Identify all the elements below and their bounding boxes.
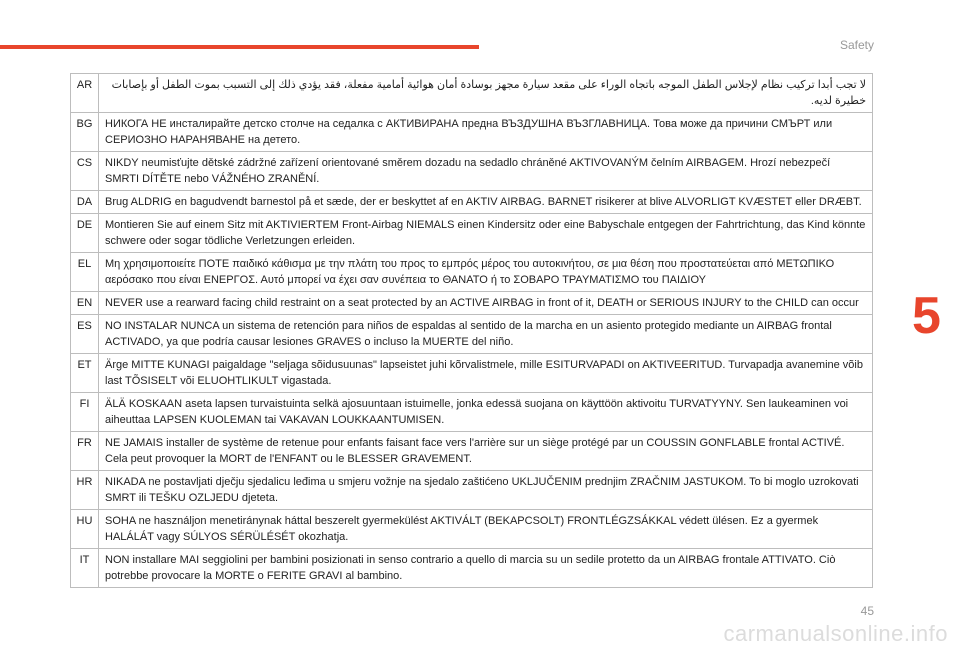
warning-row-cs bbox=[71, 152, 873, 191]
section-title: Safety bbox=[839, 38, 874, 52]
warning-text: NIKADA ne postavljati dječju sjedalicu leđima u smjeru vožnje na sjedalo zaštićeno UKLJUČENIM prednjim ZRAČNIM JASTUKOM. To bi moglo uzrokovati SMRT ili TEŠKU OZLJEDU djeteta. bbox=[99, 471, 873, 510]
warning-text: NEVER use a rearward facing child restraint on a seat protected by an ACTIVE AIRBAG in front of it, DEATH or SERIOUS INJURY to the CHILD can occur bbox=[99, 292, 873, 315]
warning-text: НИКОГА НЕ инсталирайте детско столче на седалка с АКТИВИРАНА предна ВЪЗДУШНА ВЪЗГЛАВНИЦА. Това може да причини СМЪРТ или СЕРИОЗНО НАРАНЯВАНЕ на детето. bbox=[99, 113, 873, 152]
chapter-tab bbox=[893, 280, 960, 352]
warning-text: Μη χρησιμοποιείτε ΠΟΤΕ παιδικό κάθισμα με την πλάτη του προς το εμπρός μέρος του αυτοκινήτου, σε μια θέση που προστατεύεται από ΜΕΤΩΠΙΚΟ αερόσακο που είναι ΕΝΕΡΓΟΣ. Αυτό μπορεί να έχει σαν συνέπεια το ΘΑΝΑΤΟ ή το ΣΟΒΑΡΟ ΤΡΑΥΜΑΤΙΣΜΟ του ΠΑΙΔΙΟΥ bbox=[99, 253, 873, 292]
warning-row-fi bbox=[71, 393, 873, 432]
warning-text: NIKDY neumisťujte dětské zádržné zařízení orientované směrem dozadu na sedadlo chráněné AKTIVOVANÝM čelním AIRBAGEM. Hrozí nebezpečí SMRTI DÍTĚTE nebo VÁŽNÉHO ZRANĚNÍ. bbox=[99, 152, 873, 191]
warning-row-et bbox=[71, 354, 873, 393]
warning-text: ÄLÄ KOSKAAN aseta lapsen turvaistuinta selkä ajosuuntaan istuimelle, jonka edessä suojana on käyttöön aktivoitu TURVATYYNY. Sen laukeaminen voi aiheuttaa LAPSEN KUOLEMAN tai VAKAVAN LOUKKAANTUMISEN. bbox=[99, 393, 873, 432]
language-code: CS bbox=[71, 152, 99, 191]
warning-text: لا تجب أبدا تركيب نظام لإجلاس الطفل الموجه باتجاه الوراء على مقعد سيارة مجهز بوسادة أمان هوائية أمامية مفعلة، فقد يؤدي ذلك إلى التسبب بموت الطفل أو بإصابات خطيرة لديه. bbox=[99, 74, 873, 113]
language-code: EN bbox=[71, 292, 99, 315]
warning-row-el bbox=[71, 253, 873, 292]
warning-text: Brug ALDRIG en bagudvendt barnestol på et sæde, der er beskyttet af en AKTIV AIRBAG. BARNET risikerer at blive ALVORLIGT KVÆSTET eller DRÆBT. bbox=[99, 191, 873, 214]
warning-text: NO INSTALAR NUNCA un sistema de retención para niños de espaldas al sentido de la marcha en un asiento protegido mediante un AIRBAG frontal ACTIVADO, ya que podría causar lesiones GRAVES o incluso la MUERTE del niño. bbox=[99, 315, 873, 354]
language-code: BG bbox=[71, 113, 99, 152]
warning-row-de bbox=[71, 214, 873, 253]
chapter-number: 5 bbox=[912, 287, 941, 345]
language-code: ES bbox=[71, 315, 99, 354]
airbag-warning-table bbox=[70, 73, 873, 588]
language-code: EL bbox=[71, 253, 99, 292]
page-number: 45 bbox=[860, 604, 874, 618]
language-code: AR bbox=[71, 74, 99, 113]
warning-row-fr bbox=[71, 432, 873, 471]
language-code: IT bbox=[71, 549, 99, 588]
language-code: HR bbox=[71, 471, 99, 510]
warning-row-hu bbox=[71, 510, 873, 549]
warning-row-en bbox=[71, 292, 873, 315]
warning-text: NON installare MAI seggiolini per bambini posizionati in senso contrario a quello di marcia su un sedile protetto da un AIRBAG frontale ATTIVATO. Ciò potrebbe provocare la MORTE o FERITE GRAVI al bambino. bbox=[99, 549, 873, 588]
language-code: FR bbox=[71, 432, 99, 471]
warning-text: SOHA ne használjon menetiránynak háttal beszerelt gyermekülést AKTIVÁLT (BEKAPCSOLT) FRONTLÉGZSÁKKAL védett ülésen. Ez a gyermek HALÁLÁT vagy SÚLYOS SÉRÜLÉSÉT okozhatja. bbox=[99, 510, 873, 549]
warning-row-it bbox=[71, 549, 873, 588]
language-code: HU bbox=[71, 510, 99, 549]
watermark: carmanualsonline.info bbox=[723, 621, 948, 646]
language-code: DA bbox=[71, 191, 99, 214]
warning-row-ar bbox=[71, 74, 873, 113]
warning-row-da bbox=[71, 191, 873, 214]
header-accent-rule bbox=[0, 45, 479, 49]
language-code: DE bbox=[71, 214, 99, 253]
warning-row-es bbox=[71, 315, 873, 354]
warning-text: Ärge MITTE KUNAGI paigaldage "seljaga sõidusuunas" lapseistet juhi kõrvalistmele, mille ESITURVAPADI on AKTIVEERITUD. Turvapadja avanemine võib last TÕSISELT või ELUOHTLIKULT vigastada. bbox=[99, 354, 873, 393]
warning-row-hr bbox=[71, 471, 873, 510]
language-code: ET bbox=[71, 354, 99, 393]
warning-text: NE JAMAIS installer de système de retenue pour enfants faisant face vers l'arrière sur un siège protégé par un COUSSIN GONFLABLE frontal ACTIVÉ. Cela peut provoquer la MORT de l'ENFANT ou le BLESSER GRAVEMENT. bbox=[99, 432, 873, 471]
language-code: FI bbox=[71, 393, 99, 432]
warning-row-bg bbox=[71, 113, 873, 152]
warning-text: Montieren Sie auf einem Sitz mit AKTIVIERTEM Front-Airbag NIEMALS einen Kindersitz oder eine Babyschale entgegen der Fahrtrichtung, das Kind könnte schwere oder sogar tödliche Verletzungen erleiden. bbox=[99, 214, 873, 253]
